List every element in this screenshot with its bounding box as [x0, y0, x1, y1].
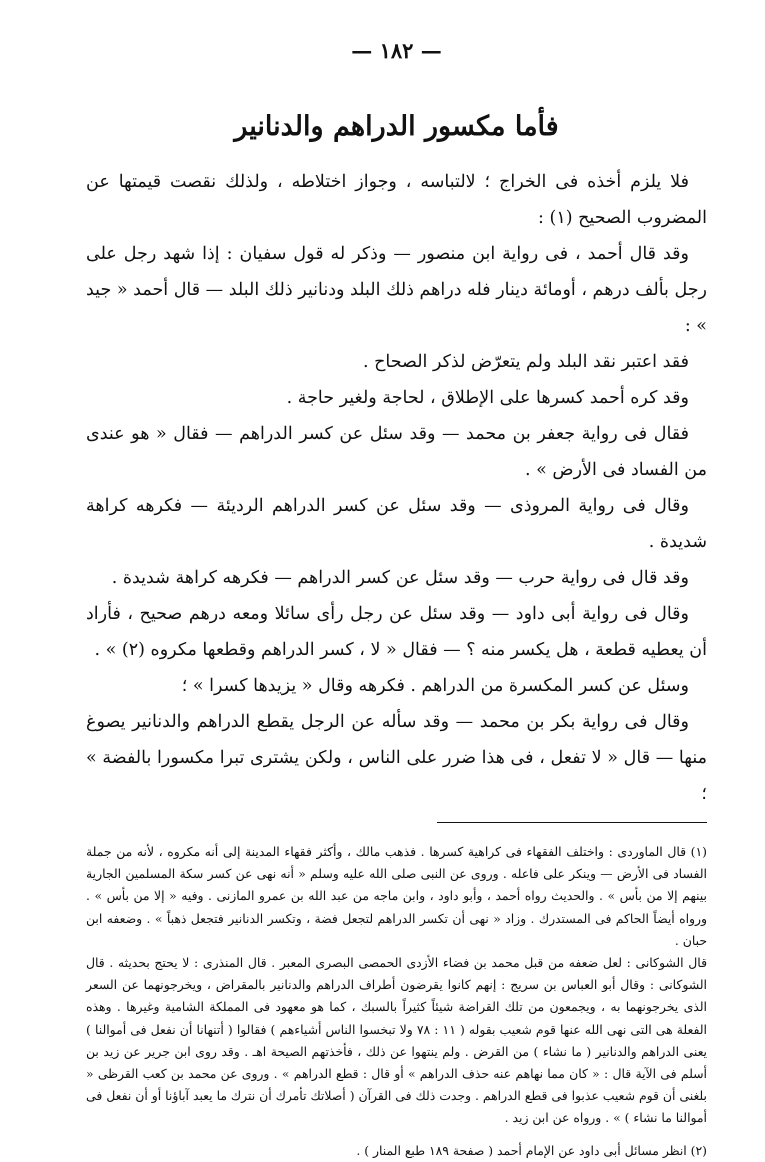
footnote-2: (٢) انظر مسائل أبى داود عن الإمام أحمد ( صفحة ١٨٩ طبع المنار ) . — [356, 1142, 707, 1158]
main-text — [86, 164, 707, 812]
paragraph: وقد قال أحمد ، فى رواية ابن منصور — وذكر له قول سفيان : إذا شهد رجل على رجل بألف درهم ، أومائة دينار فله دراهم ذلك البلد ودنانير ذلك البلد — قال أحمد « جيد » : — [86, 244, 707, 336]
paragraph: وقد كره أحمد كسرها على الإطلاق ، لحاجة ولغير حاجة . — [286, 388, 689, 408]
footnote-1-continued: قال الشوكانى : لعل ضعفه من قبل محمد بن فضاء الأزدى الحمصى البصرى المعبر . قال المنذرى : لا يحتج بحديثه . قال الشوكانى : وقال أبو العباس بن سريج : إنهم كانوا يقرضون أطراف الدراهم والدنانير بالمقراض ، ويخرجونهما عن السعر الذى يخرجونهما به ، ويجمعون من تلك القراضة شيئاً كثيراً بالسبك ، كما هو معهود فى المملكة الشامية وغيرها . وهذه الفعلة هى التى نهى الله عنها قوم شعيب بقوله ( ١١ : ٧٨ ولا تبخسوا الناس أشياءهم ) فقالوا ( أتنهانا أن نفعل فى أموالنا ) يعنى الدراهم والدنانير ( ما نشاء ) من القرض . ولم ينتهوا عن ذلك ، فأخذتهم الصيحة اهـ . وقد روى ابن جرير عن زيد بن أسلم فى الآية قال : « كان مما نهاهم عنه حذف الدراهم » أو قال : قطع الدراهم » . وروى عن محمد بن كعب القرظى « بلغنى أن قوم شعيب عذبوا فى قطع الدراهم . وجدت ذلك فى القرآن ( أصلاتك تأمرك أن نترك ما يعبد آباؤنا أو أن نفعل فى أموالنا ما نشاء ) » . ورواه عن ابن زيد . — [86, 955, 707, 1126]
paragraph: وسئل عن كسر المكسرة من الدراهم . فكرهه وقال « يزيدها كسرا » ؛ — [181, 676, 689, 696]
section-heading: فأما مكسور الدراهم والدنانير — [234, 111, 559, 142]
paragraph: وقال فى رواية أبى داود — وقد سئل عن رجل رأى سائلا ومعه درهم صحيح ، فأراد أن يعطيه قطعة ، هل يكسر منه ؟ — فقال « لا ، كسر الدراهم وقطعها مكروه (٢) » . — [86, 604, 707, 660]
footnote-divider — [437, 822, 707, 823]
paragraph: فقال فى رواية جعفر بن محمد — وقد سئل عن كسر الدراهم — فقال « هو عندى من الفساد فى الأرض » . — [86, 424, 707, 480]
paragraph: وقال فى رواية بكر بن محمد — وقد سأله عن الرجل يقطع الدراهم والدنانير يصوغ منها — قال « لا تفعل ، فى هذا ضرر على الناس ، ولكن يشترى تبرا مكسورا بالفضة » ؛ — [86, 712, 707, 804]
paragraph: وقال فى رواية المروذى — وقد سئل عن كسر الدراهم الرديئة — فكرهه كراهة شديدة . — [86, 496, 707, 552]
footnotes — [86, 841, 707, 1162]
footnote-1: (١) قال الماوردى : واختلف الفقهاء فى كراهية كسرها . فذهب مالك ، وأكثر فقهاء المدينة إلى أنه مكروه ، لأنه من جملة الفساد فى الأرض — وينكر على فاعله . وروى عن النبى صلى الله عليه وسلم « أنه نهى عن كسر سكة المسلمين الجارية بينهم إلا من بأس » . والحديث رواه أحمد ، وأبو داود ، وابن ماجه من عبد الله بن عمرو المازنى . وفيه « إلا من بأس » . ورواه أيضاً الحاكم فى المستدرك . وزاد « نهى أن تكسر الدراهم لتجعل فضة ، وتكسر الدنانير فتجعل ذهباً » . وضعفه ابن حبان . — [86, 844, 707, 948]
page-number: — ١٨٢ — — [351, 38, 442, 63]
paragraph: فقد اعتبر نقد البلد ولم يتعرّض لذكر الصحاح . — [363, 352, 689, 372]
paragraph: فلا يلزم أخذه فى الخراج ؛ لالتباسه ، وجواز اختلاطه ، ولذلك نقصت قيمتها عن المضروب الصحيح (١) : — [86, 172, 707, 228]
paragraph: وقد قال فى رواية حرب — وقد سئل عن كسر الدراهم — فكرهه كراهة شديدة . — [111, 568, 689, 588]
